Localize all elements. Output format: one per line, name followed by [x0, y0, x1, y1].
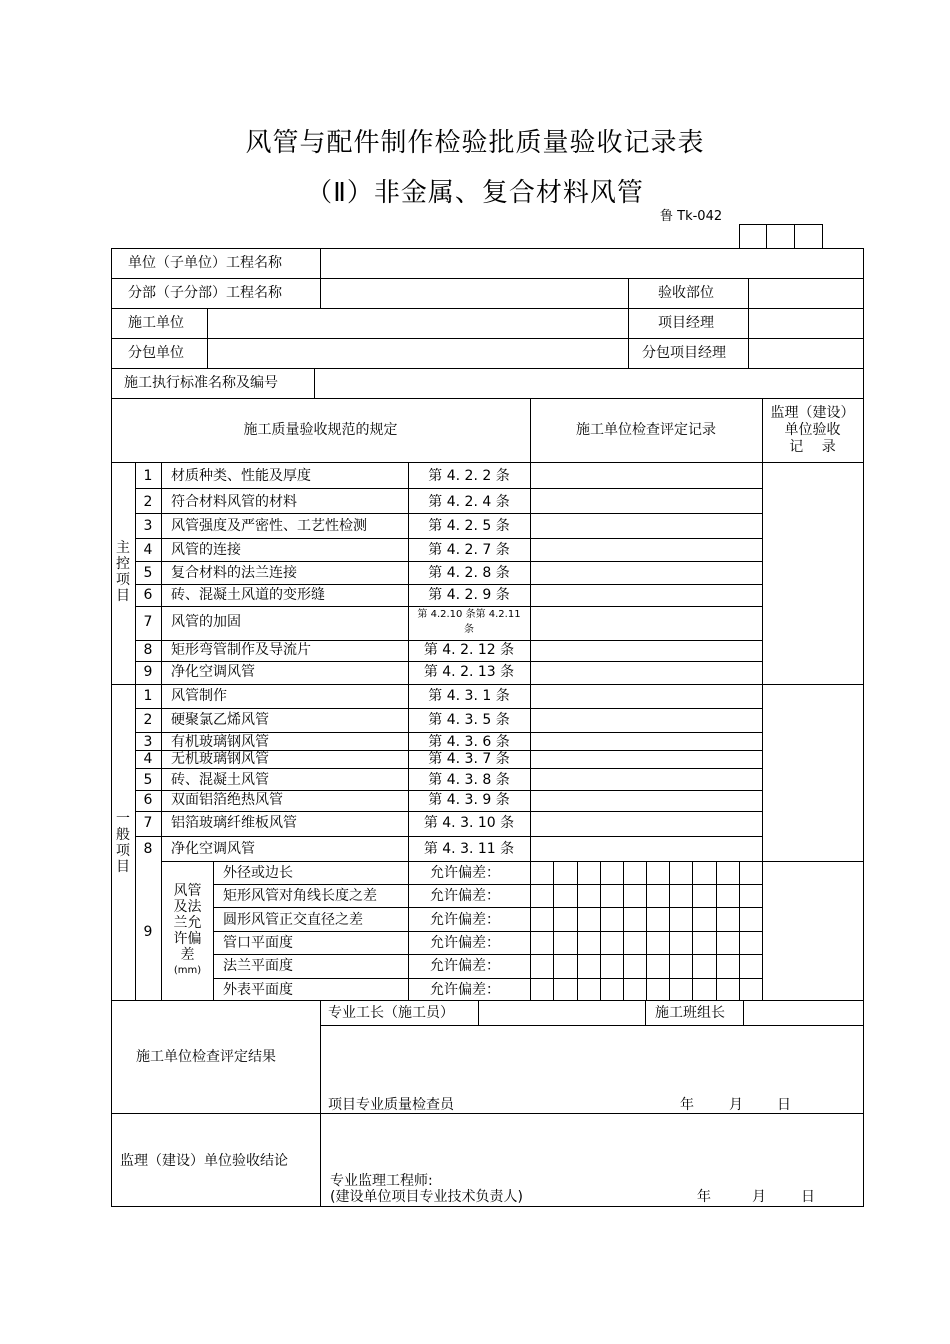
deviation-allowance: 允许偏差：: [430, 888, 500, 904]
main-group-label: 项: [116, 572, 130, 588]
grid-line: [111, 1000, 864, 1001]
item-number: 6: [143, 587, 153, 603]
grid-line: [213, 907, 763, 908]
grid-line: [111, 308, 864, 309]
item-clause: 第 4. 2. 8 条: [428, 565, 510, 581]
grid-line: [314, 368, 315, 399]
item-name: 风管的加固: [171, 614, 241, 630]
grid-line: [111, 248, 112, 1207]
owner-rep-label: (建设单位项目专业技术负责人): [330, 1189, 523, 1205]
date-day: 日: [777, 1097, 791, 1113]
grid-line: [739, 861, 740, 1001]
grid-line: [863, 248, 864, 1207]
item-clause: 第 4. 2. 2 条: [428, 468, 510, 484]
date-year: 年: [680, 1097, 694, 1113]
grid-line: [600, 861, 601, 1001]
grid-line: [135, 732, 763, 733]
grid-line: [135, 513, 763, 514]
deviation-label: 差: [180, 947, 195, 963]
standard-label: 施工执行标准名称及编号: [124, 375, 278, 391]
item-number: 3: [143, 518, 153, 534]
grid-line: [320, 1025, 864, 1026]
item-number: 8: [143, 841, 153, 857]
item-number: 9: [143, 924, 153, 940]
grid-line: [645, 1000, 646, 1026]
main-group-label: 控: [116, 556, 130, 572]
grid-line: [748, 278, 749, 369]
general-group-label: 一: [116, 811, 130, 827]
supervision-column-header: 记 录: [789, 439, 836, 455]
item-name: 风管制作: [171, 688, 227, 704]
item-number: 2: [143, 494, 153, 510]
conclusion-label: 监理（建设）单位验收结论: [120, 1153, 288, 1169]
grid-line: [135, 606, 763, 607]
deviation-label: 风管: [173, 883, 202, 899]
inspection-part-label: 验收部位: [658, 285, 714, 301]
item-clause: 第 4. 3. 10 条: [423, 815, 515, 831]
item-number: 3: [143, 734, 153, 750]
grid-line: [135, 836, 763, 837]
grid-line: [207, 308, 208, 369]
grid-line: [743, 1000, 744, 1026]
grid-line: [213, 978, 763, 979]
item-name: 矩形弯管制作及导流片: [171, 642, 311, 658]
grid-line: [135, 640, 763, 641]
item-name: 砖、混凝土风管: [171, 772, 269, 788]
grid-line: [408, 861, 409, 1001]
item-clause: 第 4. 2. 5 条: [428, 518, 510, 534]
grid-line: [646, 861, 647, 1001]
sub-project-label: 分部（子分部）工程名称: [128, 285, 282, 301]
project-manager-label: 项目经理: [658, 315, 714, 331]
record-number-box: [794, 224, 823, 248]
item-number: 6: [143, 792, 153, 808]
deviation-unit: (mm): [173, 965, 202, 976]
item-number: 4: [143, 751, 153, 767]
deviation-allowance: 允许偏差：: [430, 982, 500, 998]
grid-line: [161, 861, 864, 862]
item-number: 5: [143, 772, 153, 788]
record-column-header: 施工单位检查评定记录: [576, 422, 716, 438]
date-month: 月: [729, 1097, 743, 1113]
date-year: 年: [697, 1189, 711, 1205]
item-name: 符合材料风管的材料: [171, 494, 297, 510]
item-number: 7: [143, 614, 153, 630]
grid-line: [111, 462, 864, 463]
date-month: 月: [752, 1189, 766, 1205]
item-number: 9: [143, 664, 153, 680]
general-group-label: 项: [116, 843, 130, 859]
item-name: 铝箔玻璃纤维板风管: [171, 815, 297, 831]
item-name: 硬聚氯乙烯风管: [171, 712, 269, 728]
grid-line: [135, 708, 763, 709]
supervision-column-header: 单位验收: [784, 422, 841, 438]
general-group-label: 般: [116, 827, 130, 843]
deviation-item-name: 管口平面度: [223, 935, 293, 951]
grid-line: [135, 790, 763, 791]
deviation-item-name: 圆形风管正交直径之差: [223, 912, 363, 928]
date-day: 日: [801, 1189, 815, 1205]
item-number: 1: [143, 468, 153, 484]
grid-line: [553, 861, 554, 1001]
main-group-label: 主: [116, 540, 130, 556]
grid-line: [135, 561, 763, 562]
item-clause: 第 4. 3. 7 条: [428, 751, 510, 767]
form-title: 风管与配件制作检验批质量验收记录表: [245, 128, 705, 158]
item-name: 净化空调风管: [171, 841, 255, 857]
grid-line: [478, 1000, 479, 1026]
deviation-label: 许偏: [173, 931, 202, 947]
item-clause: 第 4. 3. 5 条: [428, 712, 510, 728]
grid-line: [320, 1000, 321, 1207]
grid-line: [111, 684, 864, 685]
grid-line: [669, 861, 670, 1001]
grid-line: [111, 278, 864, 279]
item-clause: 第 4. 3. 6 条: [428, 734, 510, 750]
grid-line: [135, 584, 763, 585]
subcontract-unit-label: 分包单位: [128, 345, 184, 361]
item-name: 双面铝箔绝热风管: [171, 792, 283, 808]
grid-line: [111, 1206, 864, 1207]
grid-line: [320, 248, 321, 309]
grid-line: [213, 931, 763, 932]
deviation-allowance: 允许偏差：: [430, 912, 500, 928]
grid-line: [111, 338, 864, 339]
grid-line: [135, 488, 763, 489]
grid-line: [716, 861, 717, 1001]
item-name: 复合材料的法兰连接: [171, 565, 297, 581]
grid-line: [213, 954, 763, 955]
grid-line: [135, 811, 763, 812]
item-clause: 条: [464, 624, 474, 635]
deviation-item-name: 法兰平面度: [223, 958, 293, 974]
engineer-label: 专业监理工程师:: [330, 1173, 433, 1189]
record-number-box: [739, 224, 767, 248]
item-number: 5: [143, 565, 153, 581]
deviation-allowance: 允许偏差：: [430, 865, 500, 881]
grid-line: [213, 884, 763, 885]
item-name: 材质种类、性能及厚度: [171, 468, 311, 484]
deviation-label: 及法: [173, 899, 202, 915]
item-clause: 第 4. 3. 11 条: [423, 841, 515, 857]
supervision-column-header: 监理（建设）: [770, 405, 855, 421]
item-clause: 第 4. 2. 12 条: [423, 642, 515, 658]
item-name: 风管强度及严密性、工艺性检测: [171, 518, 367, 534]
spec-column-header: 施工质量验收规范的规定: [243, 422, 398, 438]
grid-line: [577, 861, 578, 1001]
item-clause: 第 4. 2. 13 条: [423, 664, 515, 680]
main-group-label: 目: [116, 588, 130, 604]
grid-line: [213, 861, 214, 1001]
construction-unit-label: 施工单位: [128, 315, 184, 331]
grid-line: [135, 661, 763, 662]
deviation-allowance: 允许偏差：: [430, 958, 500, 974]
result-label: 施工单位检查评定结果: [136, 1049, 276, 1065]
item-name: 有机玻璃钢风管: [171, 734, 269, 750]
form-subtitle: （Ⅱ）非金属、复合材料风管: [306, 178, 644, 208]
item-number: 4: [143, 542, 153, 558]
deviation-allowance: 允许偏差：: [430, 935, 500, 951]
item-name: 风管的连接: [171, 542, 241, 558]
deviation-item-name: 外表平面度: [223, 982, 293, 998]
grid-line: [111, 1113, 864, 1114]
grid-line: [628, 278, 629, 369]
item-clause: 第 4.2.10 条第 4.2.11: [417, 609, 521, 620]
item-clause: 第 4. 3. 1 条: [428, 688, 510, 704]
item-number: 8: [143, 642, 153, 658]
grid-line: [135, 538, 763, 539]
item-number: 1: [143, 688, 153, 704]
item-name: 净化空调风管: [171, 664, 255, 680]
record-number-box: [766, 224, 795, 248]
deviation-item-name: 矩形风管对角线长度之差: [223, 888, 377, 904]
item-clause: 第 4. 2. 9 条: [428, 587, 510, 603]
grid-line: [111, 398, 864, 399]
deviation-label: 兰允: [173, 915, 202, 931]
project-name-label: 单位（子单位）工程名称: [128, 255, 282, 271]
item-clause: 第 4. 3. 9 条: [428, 792, 510, 808]
subcontract-manager-label: 分包项目经理: [642, 345, 726, 361]
item-clause: 第 4. 2. 4 条: [428, 494, 510, 510]
item-number: 2: [143, 712, 153, 728]
grid-line: [135, 768, 763, 769]
general-group-label: 目: [116, 859, 130, 875]
item-clause: 第 4. 2. 7 条: [428, 542, 510, 558]
grid-line: [623, 861, 624, 1001]
item-number: 7: [143, 815, 153, 831]
team-leader-label: 施工班组长: [655, 1005, 725, 1021]
foreman-label: 专业工长（施工员）: [328, 1005, 454, 1021]
grid-line: [692, 861, 693, 1001]
form-code: 鲁 Tk-042: [660, 209, 723, 224]
grid-line: [111, 248, 864, 249]
item-name: 无机玻璃钢风管: [171, 751, 269, 767]
deviation-item-name: 外径或边长: [223, 865, 293, 881]
item-clause: 第 4. 3. 8 条: [428, 772, 510, 788]
grid-line: [111, 368, 864, 369]
inspector-label: 项目专业质量检查员: [328, 1097, 454, 1113]
item-name: 砖、混凝土风道的变形缝: [171, 587, 325, 603]
